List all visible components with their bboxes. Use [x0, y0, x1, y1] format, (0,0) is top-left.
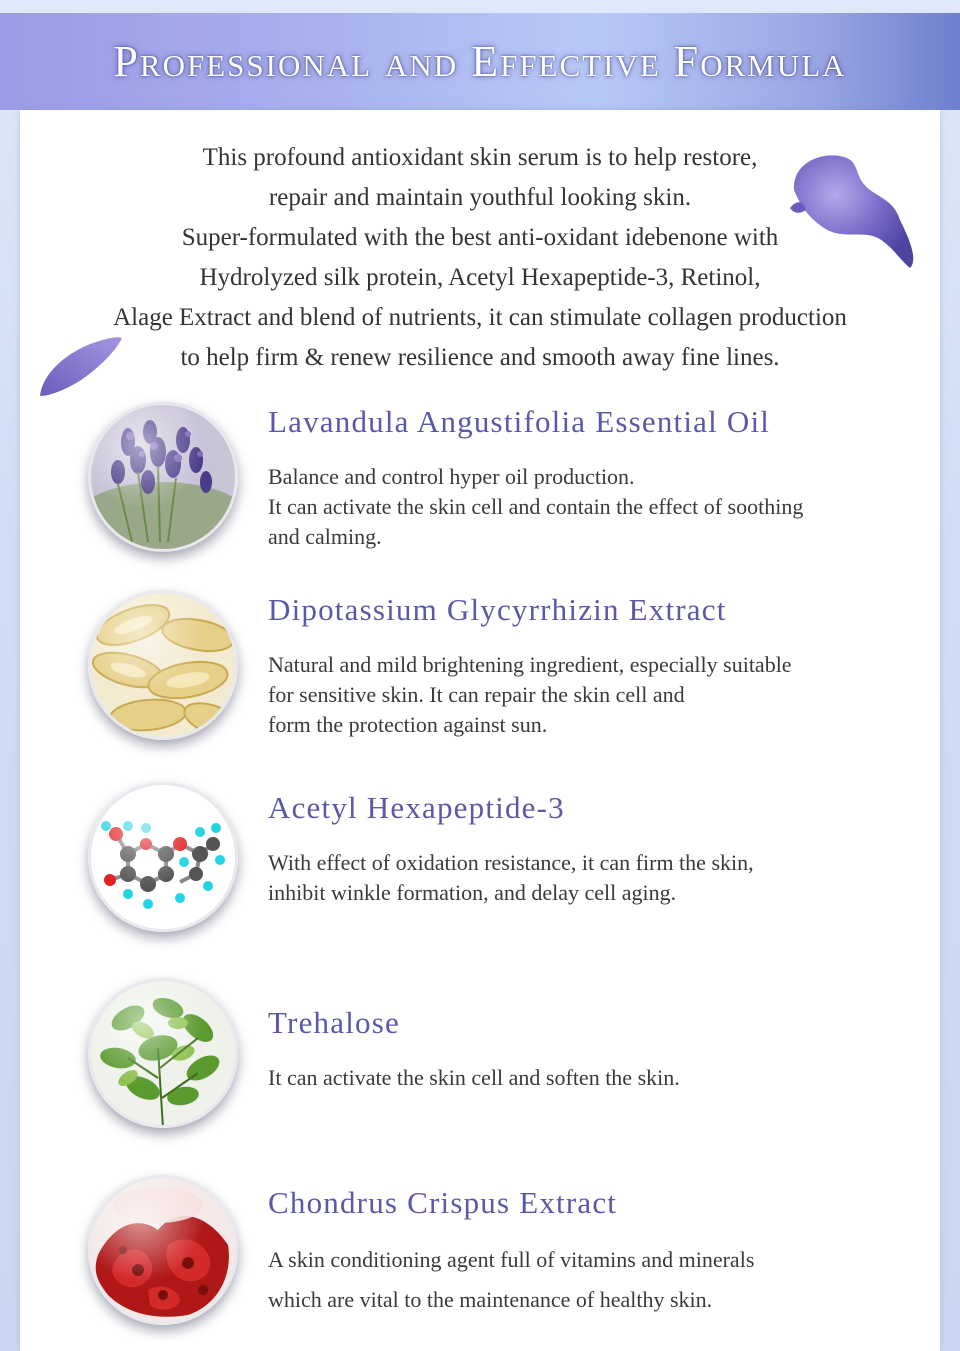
intro-line: Alage Extract and blend of nutrients, it can stimulate collagen production [113, 304, 847, 331]
ingredient-description [268, 848, 918, 908]
intro-paragraph [20, 138, 940, 378]
orb-highlight [88, 402, 238, 552]
ingredient-description [268, 462, 918, 552]
intro-line: repair and maintain youthful looking skin. [268, 184, 692, 211]
page-title: Professional and Effective Formula [113, 37, 847, 86]
intro-line: This profound antioxidant skin serum is to help restore, [202, 144, 758, 171]
orb-highlight [88, 978, 238, 1128]
red-seaweed-image [88, 1175, 238, 1325]
ingredient-description [268, 650, 918, 740]
ingredient-title: Chondrus Crispus Extract [268, 1185, 618, 1220]
description-line: inhibit winkle formation, and delay cell aging. [268, 880, 677, 905]
description-line: for sensitive skin. It can repair the skin cell and [268, 682, 685, 707]
ingredient-description [268, 1240, 918, 1320]
orb-highlight [88, 590, 238, 740]
description-line: Balance and control hyper oil production. [268, 464, 635, 489]
lavender-image [88, 402, 238, 552]
orb-highlight [88, 782, 238, 932]
description-line: Natural and mild brightening ingredient, especially suitable [268, 652, 792, 677]
description-line: With effect of oxidation resistance, it can firm the skin, [268, 850, 754, 875]
description-line: It can activate the skin cell and soften the skin. [268, 1065, 680, 1090]
description-line: and calming. [268, 524, 382, 549]
licorice-root-image [88, 590, 238, 740]
ingredient-title: Dipotassium Glycyrrhizin Extract [268, 592, 727, 627]
molecule-image [88, 782, 238, 932]
description-line: form the protection against sun. [268, 712, 548, 737]
ingredient-title: Lavandula Angustifolia Essential Oil [268, 404, 771, 439]
ingredient-title: Trehalose [268, 1005, 400, 1040]
intro-line: Super-formulated with the best anti-oxidant idebenone with [181, 224, 779, 251]
orb-highlight [88, 1175, 238, 1325]
ingredient-description [268, 1063, 918, 1093]
description-line: It can activate the skin cell and contain the effect of soothing [268, 494, 804, 519]
intro-line: to help firm & renew resilience and smooth away fine lines. [180, 344, 780, 371]
description-line: A skin conditioning agent full of vitamins and minerals [268, 1247, 755, 1272]
description-line: which are vital to the maintenance of healthy skin. [268, 1287, 713, 1312]
ingredient-title: Acetyl Hexapeptide-3 [268, 790, 565, 825]
intro-line: Hydrolyzed silk protein, Acetyl Hexapeptide-3, Retinol, [199, 264, 761, 291]
green-plant-image [88, 978, 238, 1128]
